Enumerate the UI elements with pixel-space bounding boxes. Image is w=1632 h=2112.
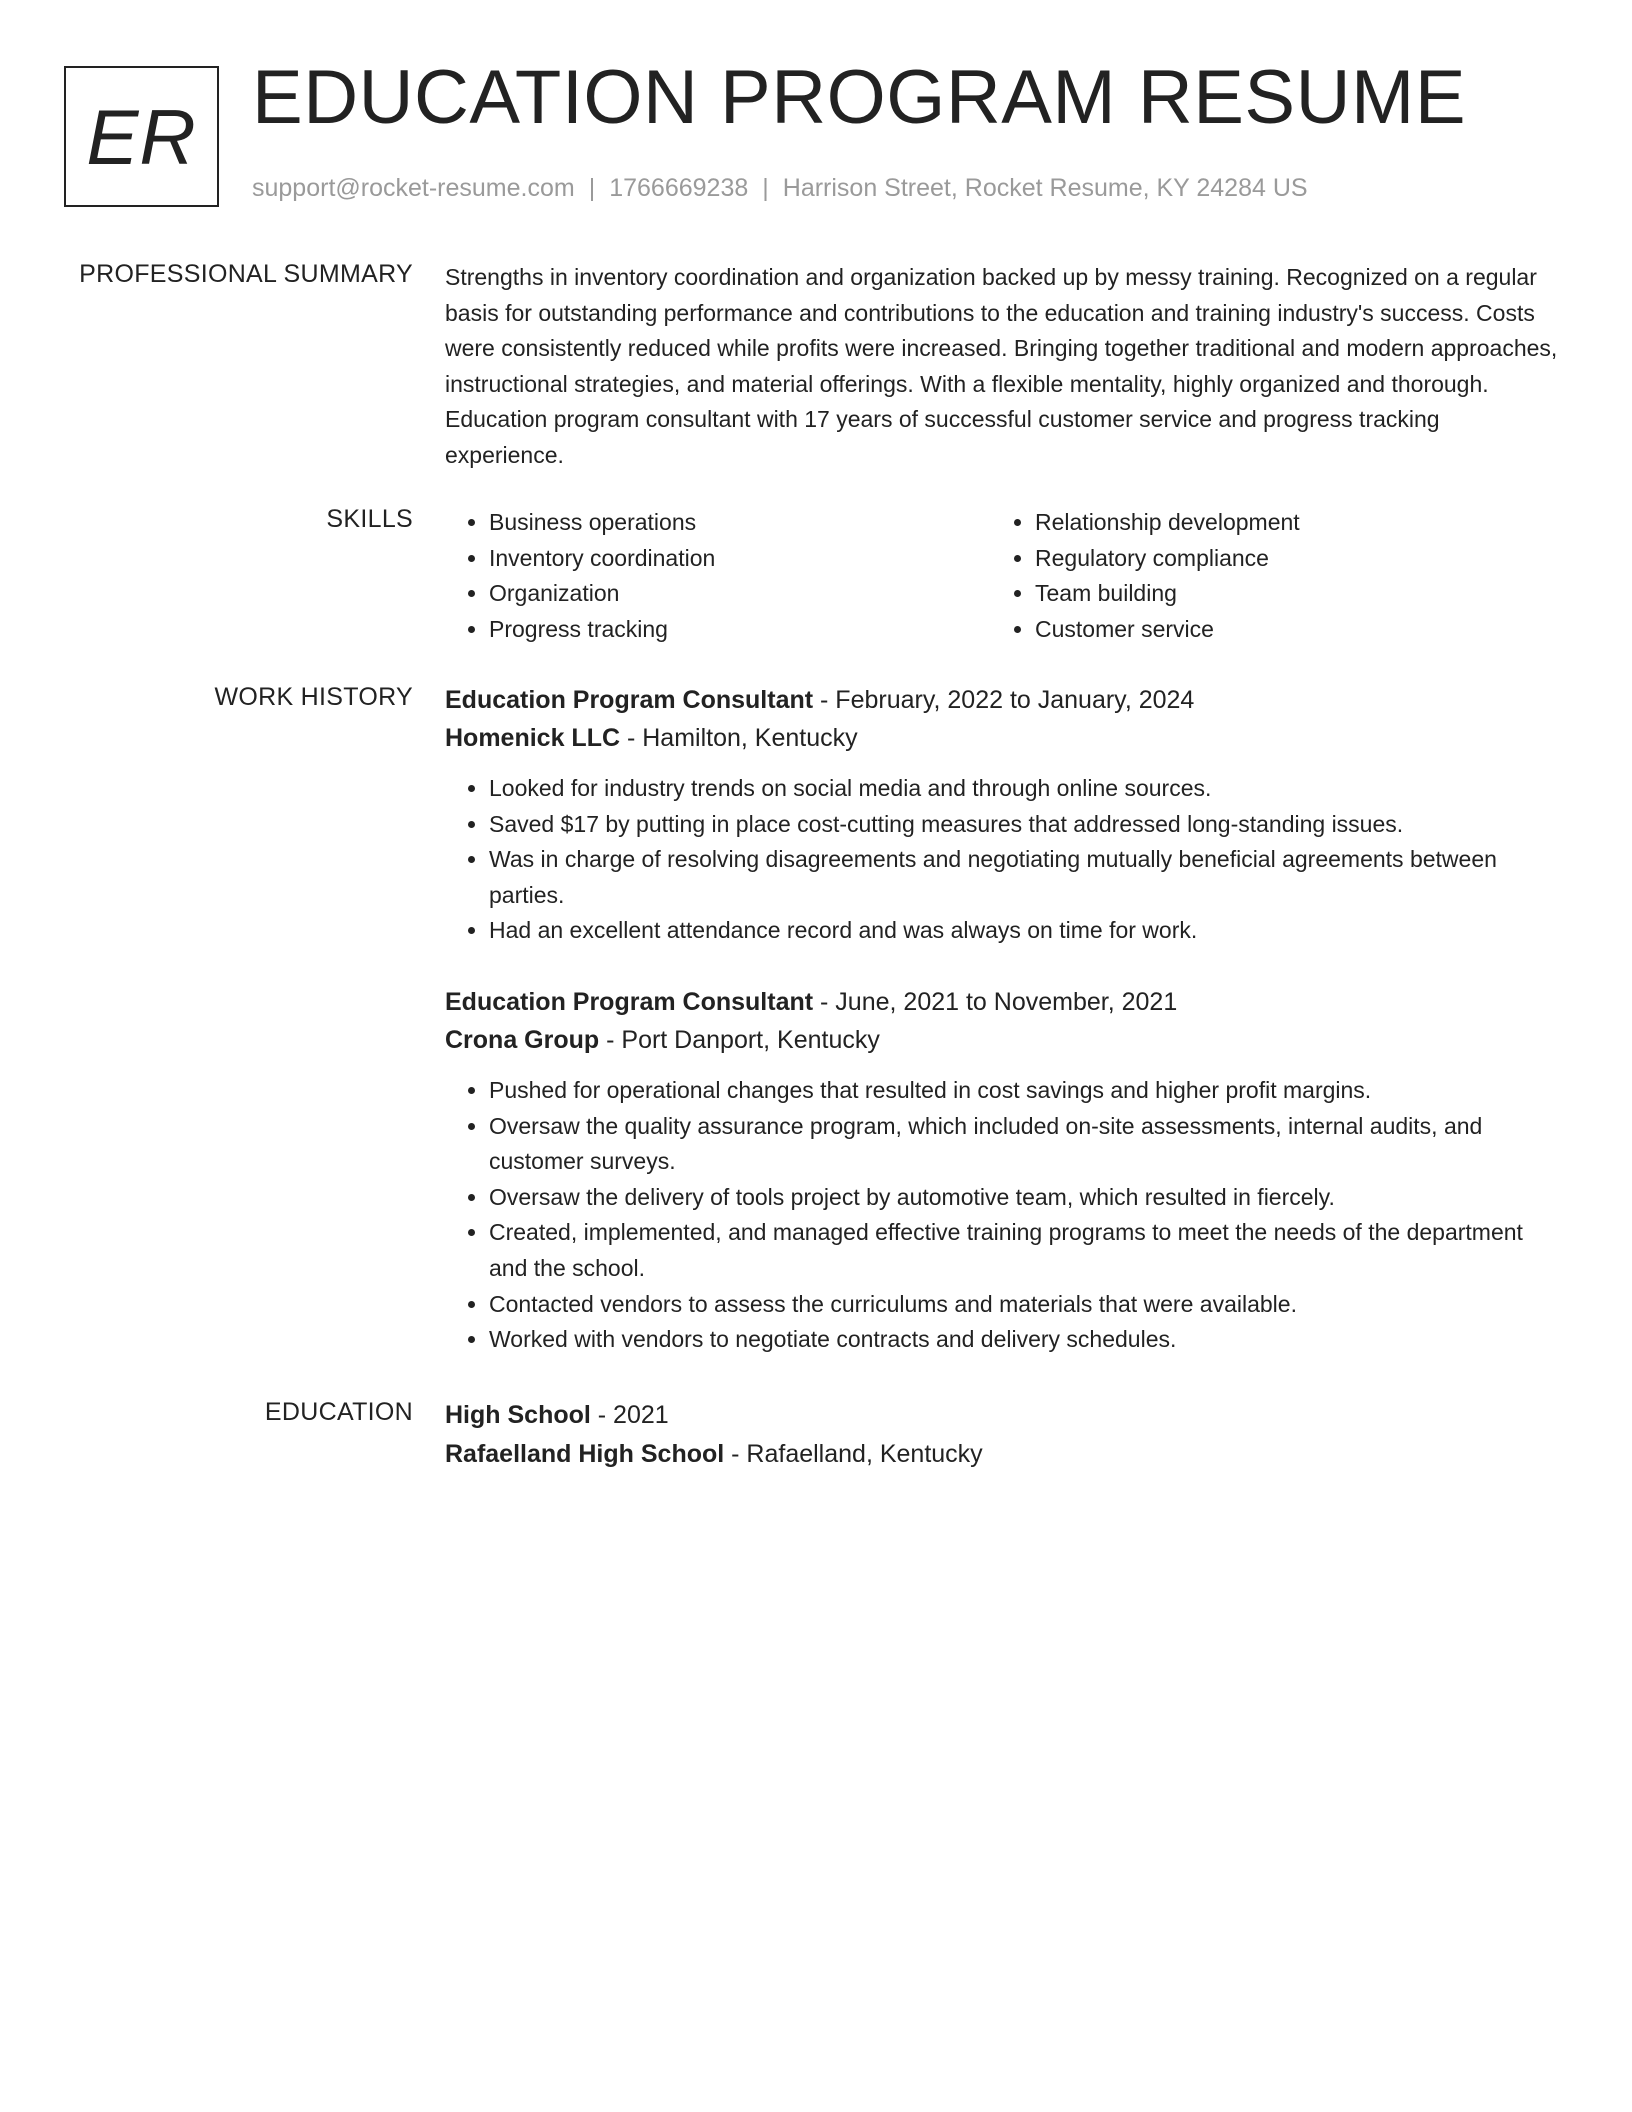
job-bullets	[445, 771, 1560, 949]
education-year: - 2021	[590, 1401, 669, 1429]
education-degree: High School	[445, 1401, 591, 1429]
job-title: Education Program Consultant	[445, 686, 814, 714]
skills-body	[445, 505, 1560, 647]
job-dates: - February, 2022 to January, 2024	[813, 686, 1195, 714]
summary-body	[445, 260, 1560, 474]
job-company-line	[445, 719, 1560, 757]
job-entry	[445, 983, 1560, 1358]
education-body	[445, 1396, 1560, 1474]
job-title-line	[445, 983, 1560, 1021]
contact-address: Harrison Street, Rocket Resume, KY 24284 US	[782, 174, 1308, 202]
job-location: - Hamilton, Kentucky	[620, 724, 858, 752]
job-title: Education Program Consultant	[445, 987, 814, 1016]
job-company-line	[445, 1021, 1560, 1059]
contact-email: support@rocket-resume.com	[252, 174, 575, 202]
monogram-logo	[64, 66, 219, 207]
skill-item: • Customer service	[1035, 612, 1537, 648]
job-company: Crona Group	[445, 1025, 600, 1054]
skills-list-left	[445, 505, 991, 647]
skill-item: • Organization	[489, 576, 991, 612]
skills-columns	[445, 505, 1560, 647]
contact-line	[252, 174, 1308, 203]
summary-text: Strengths in inventory coordination and organization backed up by messy training. Recognized on a regular basis for outstanding performance and contributions to the education and training industry's success. Costs were consistently reduced while profits were increased. Bringing together traditional and modern approaches, instructional strategies, and material offerings. With a flexible mentality, highly organized and thorough. Education program consultant with 17 years of successful customer service and progress tracking experience.	[445, 264, 1558, 468]
job-bullet: • Created, implemented, and managed effective training programs to meet the needs of the department and the school.	[489, 1215, 1560, 1286]
skill-item: • Team building	[1035, 576, 1537, 612]
job-bullet: • Oversaw the quality assurance program, which included on-site assessments, internal audits, and customer surveys.	[489, 1109, 1560, 1180]
job-bullet: • Contacted vendors to assess the curriculums and materials that were available.	[489, 1287, 1560, 1323]
job-company: Homenick LLC	[445, 724, 621, 752]
skill-item: • Inventory coordination	[489, 541, 991, 577]
job-bullet: • Oversaw the delivery of tools project by automotive team, which resulted in fiercely.	[489, 1180, 1560, 1216]
job-bullet: • Was in charge of resolving disagreements and negotiating mutually beneficial agreements between parties.	[489, 842, 1560, 913]
education-school-line	[445, 1435, 1560, 1474]
monogram-initials: ER	[86, 92, 197, 181]
job-title-line	[445, 681, 1560, 719]
education-school: Rafaelland High School	[445, 1440, 725, 1468]
skill-item: • Progress tracking	[489, 612, 991, 648]
summary-heading: PROFESSIONAL SUMMARY	[79, 260, 413, 288]
skills-list-right	[991, 505, 1537, 647]
job-bullet: • Saved $17 by putting in place cost-cutting measures that addressed long-standing issues.	[489, 807, 1560, 843]
job-entry	[445, 681, 1560, 949]
job-bullet: • Worked with vendors to negotiate contracts and delivery schedules.	[489, 1322, 1560, 1358]
job-bullet: • Pushed for operational changes that resulted in cost savings and higher profit margins.	[489, 1073, 1560, 1109]
job-bullets	[445, 1073, 1560, 1358]
work-history-heading: WORK HISTORY	[214, 683, 413, 711]
skill-item: • Regulatory compliance	[1035, 541, 1537, 577]
education-heading: EDUCATION	[264, 1398, 413, 1426]
education-location: - Rafaelland, Kentucky	[724, 1440, 983, 1468]
contact-phone: 1766669238	[609, 174, 749, 202]
skills-heading: SKILLS	[326, 505, 413, 533]
job-location: - Port Danport, Kentucky	[599, 1025, 880, 1054]
resume-title: EDUCATION PROGRAM RESUME	[252, 55, 1467, 140]
job-bullet: • Had an excellent attendance record and was always on time for work.	[489, 913, 1560, 949]
job-dates: - June, 2021 to November, 2021	[813, 987, 1178, 1016]
education-degree-line	[445, 1396, 1560, 1435]
work-history-body	[445, 681, 1560, 1358]
skill-item: • Relationship development	[1035, 505, 1537, 541]
job-bullet: • Looked for industry trends on social media and through online sources.	[489, 771, 1560, 807]
skill-item: • Business operations	[489, 505, 991, 541]
contact-separator: |	[588, 174, 596, 202]
contact-separator: |	[762, 174, 769, 202]
